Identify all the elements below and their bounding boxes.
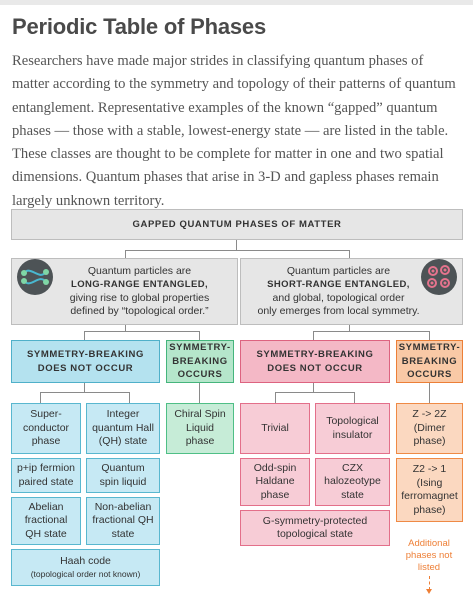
dimer-phase-label: Z -> 2Z [412,408,447,421]
sr-no-symmetry-breaking-header: SYMMETRY-BREAKING DOES NOT OCCUR [240,340,390,383]
pip-fermion-paired-state: p+ip fermion paired state [11,458,81,493]
short-range-line-4: only emerges from local symmetry. [257,305,420,317]
connector [199,331,200,340]
dimer-phase [396,403,463,454]
connector [125,250,126,258]
dashed-arrow-line [429,576,430,590]
haah-code-note: (topological order not known) [30,568,141,579]
haah-code [11,549,160,586]
ising-ferromagnet-phase [396,458,463,522]
short-range-line-2: SHORT-RANGE ENTANGLED, [267,279,410,290]
connector [40,392,41,403]
short-range-particles-icon [421,259,457,295]
long-range-line-1: Quantum particles are [87,264,192,277]
additional-phases-note: Additional phases not listed [405,538,453,573]
chiral-spin-liquid-phase: Chiral Spin Liquid phase [166,403,234,454]
connector [84,331,85,340]
short-range-line-3: and global, topological order [272,291,405,304]
odd-spin-haldane-phase: Odd-spin Haldane phase [240,458,310,506]
ising-phase-label: Z2 -> 1 [412,463,447,475]
long-range-line-2: LONG-RANGE ENTANGLED, [71,279,208,290]
quantum-spin-liquid: Quantum spin liquid [86,458,160,493]
g-symmetry-protected-topological-state: G-symmetry-protected topological state [240,510,390,546]
connector [199,383,200,403]
top-divider [0,0,473,5]
entangled-particles-icon [17,259,53,295]
connector [40,392,130,393]
short-range-line-1: Quantum particles are [286,264,391,277]
lr-symmetry-breaking-header: SYMMETRY-BREAKING OCCURS [166,340,234,383]
connector [275,392,355,393]
connector [313,331,430,332]
connector [125,250,349,251]
connector [313,331,314,340]
connector [275,392,276,403]
trivial-phase: Trivial [240,403,310,454]
topological-insulator: Topological insulator [315,403,390,454]
long-range-line-4: defined by “topological order.” [70,305,209,317]
ising-phase-note: (Ising ferromagnet phase) [401,476,458,516]
connector [429,383,430,403]
arrow-down-icon [426,589,432,594]
connector [236,240,237,250]
integer-quantum-hall-state: Integer quantum Hall (QH) state [86,403,160,454]
non-abelian-fractional-qh-state: Non-abelian fractional QH state [86,497,160,545]
page-title: Periodic Table of Phases [12,14,266,39]
long-range-line-3: giving rise to global properties [69,291,210,304]
czx-halozeotype-state: CZX halozeotype state [315,458,390,506]
connector [429,331,430,340]
connector [84,331,200,332]
connector [129,392,130,403]
root-node: GAPPED QUANTUM PHASES OF MATTER [11,209,463,240]
superconductor-phase: Super-conductor phase [11,403,81,454]
lr-no-symmetry-breaking-header: SYMMETRY-BREAKING DOES NOT OCCUR [11,340,160,383]
abelian-fractional-qh-state: Abelian fractional QH state [11,497,81,545]
connector [313,383,314,392]
connector [349,250,350,258]
haah-code-label: Haah code [60,555,111,568]
dimer-phase-note: (Dimer phase) [413,421,446,448]
sr-symmetry-breaking-header: SYMMETRY-BREAKING OCCURS [396,340,463,383]
intro-paragraph: Researchers have made major strides in classifying quantum phases of matter according to the symmetry and topology of their patterns of quantum entanglement. Representative examples of the known “gapped” quantum phases — those with a stable, lowest-energy state — are listed in the table. These classes are thought to be complete for matter in one and two spatial dimensions. Quantum phases that arise in 3-D and gapless phases remain largely unknown territory. [12,53,456,209]
connector [84,383,85,392]
connector [354,392,355,403]
